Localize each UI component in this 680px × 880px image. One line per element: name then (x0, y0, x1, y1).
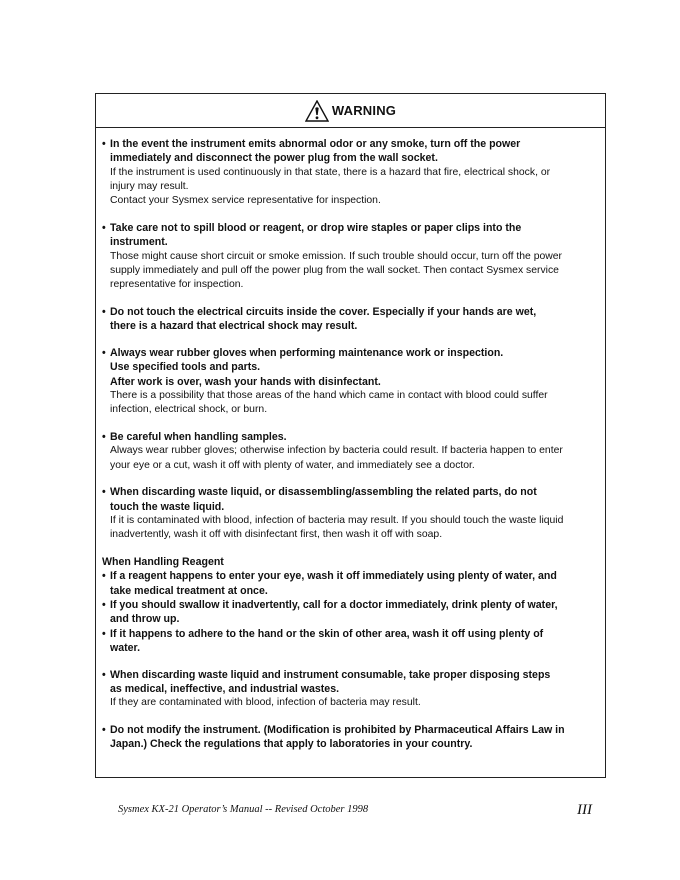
warning-statement-line: Japan.) Check the regulations that apply to laboratories in your country. (110, 738, 473, 751)
warning-detail-line: representative for inspection. (110, 279, 244, 291)
footer-manual-title: Sysmex KX-21 Operator’s Manual -- Revised October 1998 (118, 804, 369, 815)
warning-item (102, 668, 601, 711)
warning-item (102, 221, 601, 292)
section-heading: When Handling Reagent (102, 556, 224, 569)
warning-statement-line: water. (110, 641, 141, 654)
warning-statement-line: • Do not modify the instrument. (Modification is prohibited by Pharmaceutical Affairs Law in (102, 723, 601, 737)
warning-detail-line: If they are contaminated with blood, infection of bacteria may result. (110, 697, 421, 709)
warning-detail-line: Always wear rubber gloves; otherwise infection by bacteria could result. If bacteria happen to enter (110, 445, 563, 457)
warning-item (102, 555, 601, 655)
warning-statement-line: and throw up. (110, 613, 180, 626)
warning-statement-line: touch the waste liquid. (110, 500, 225, 513)
warning-statement-line: After work is over, wash your hands with disinfectant. (110, 375, 381, 388)
warning-title: WARNING (331, 103, 397, 118)
page-number: III (577, 802, 592, 818)
warning-detail-line: infection, electrical shock, or burn. (110, 404, 268, 416)
warning-detail-line: your eye or a cut, wash it off with plenty of water, and immediately see a doctor. (110, 459, 475, 471)
warning-detail-line: injury may result. (110, 180, 189, 192)
warning-statement-line: • Be careful when handling samples. (102, 430, 601, 444)
warning-header (96, 94, 605, 128)
warning-triangle-icon (305, 100, 329, 122)
warning-statement-line: as medical, ineffective, and industrial wastes. (110, 683, 340, 695)
warning-detail-line: If it is contaminated with blood, infection of bacteria may result. If you should touch the waste liquid (110, 515, 564, 527)
warning-detail-line: Contact your Sysmex service representative for inspection. (110, 195, 381, 207)
warning-statement-line: take medical treatment at once. (110, 584, 268, 597)
warning-item (102, 346, 601, 417)
warning-detail-line: If the instrument is used continuously in that state, there is a hazard that fire, electrical shock, or (110, 166, 551, 178)
warning-statement-line: Use specified tools and parts. (110, 361, 261, 374)
warning-item (102, 430, 601, 473)
warning-content (102, 137, 601, 764)
warning-item (102, 723, 601, 752)
warning-statement-line: • Always wear rubber gloves when performing maintenance work or inspection. (102, 346, 601, 360)
warning-statement-line: • Take care not to spill blood or reagent, or drop wire staples or paper clips into the (102, 221, 601, 235)
warning-item (102, 485, 601, 542)
warning-detail-line: inadvertently, wash it off with disinfectant first, then wash it off with soap. (110, 529, 443, 541)
warning-statement-line: there is a hazard that electrical shock may result. (110, 320, 358, 333)
warning-statement-line: immediately and disconnect the power plug from the wall socket. (110, 152, 438, 165)
warning-statement-line: • If it happens to adhere to the hand or the skin of other area, wash it off using plenty of (102, 627, 601, 641)
warning-detail-line: supply immediately and pull off the power plug from the wall socket. Then contact Sysmex service (110, 264, 559, 276)
warning-item (102, 137, 601, 208)
warning-item (102, 305, 601, 334)
warning-detail-line: Those might cause short circuit or smoke emission. If such trouble should occur, turn off the power (110, 250, 563, 262)
warning-statement-line: • If a reagent happens to enter your eye, wash it off immediately using plenty of water, and (102, 569, 601, 583)
warning-statement-line: • Do not touch the electrical circuits inside the cover. Especially if your hands are wet, (102, 305, 601, 319)
warning-box (95, 93, 606, 778)
warning-statement-line: • When discarding waste liquid, or disassembling/assembling the related parts, do not (102, 485, 601, 499)
warning-detail-line: There is a possibility that those areas of the hand which came in contact with blood could suffer (110, 389, 548, 401)
warning-statement-line: • In the event the instrument emits abnormal odor or any smoke, turn off the power (102, 137, 601, 151)
warning-statement-line: • When discarding waste liquid and instrument consumable, take proper disposing steps (102, 668, 601, 682)
warning-statement-line: • If you should swallow it inadvertently, call for a doctor immediately, drink plenty of water, (102, 598, 601, 612)
warning-statement-line: instrument. (110, 236, 168, 249)
